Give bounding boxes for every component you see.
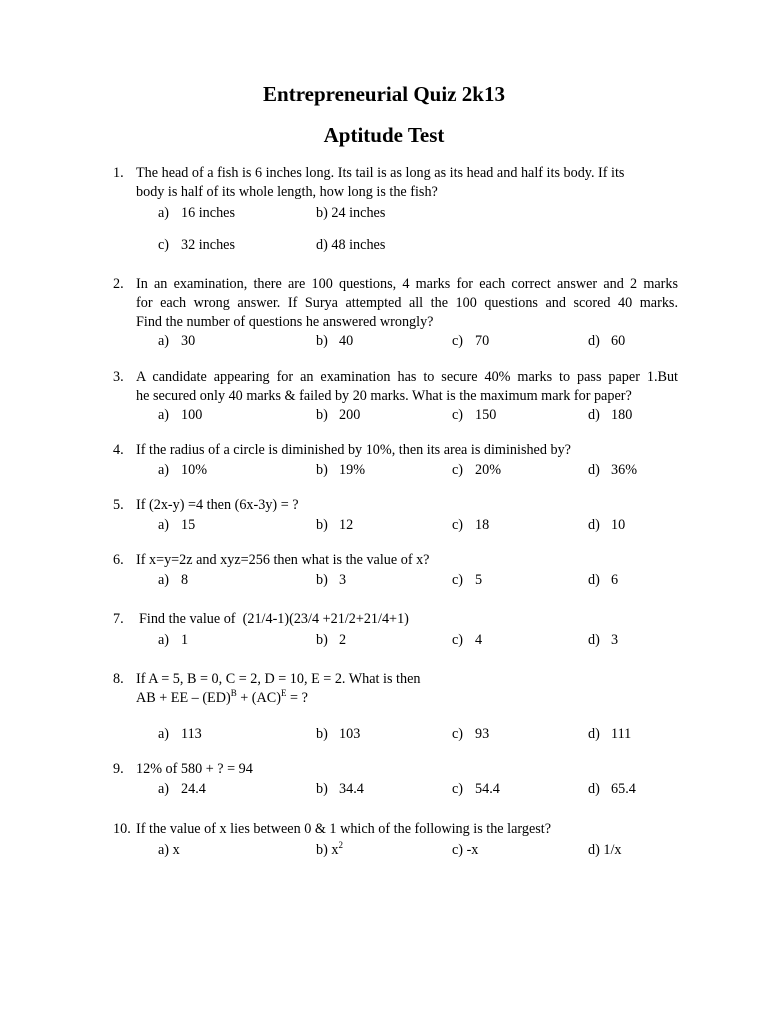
option-c — [452, 841, 478, 860]
question-text — [136, 551, 678, 570]
option-text: 16 inches — [181, 205, 235, 221]
option-d — [588, 571, 618, 590]
option-b — [316, 841, 343, 860]
quiz-title: Entrepreneurial Quiz 2k13 — [263, 82, 505, 106]
option-c — [452, 631, 482, 650]
option-c — [452, 780, 500, 799]
option-text: 93 — [475, 726, 490, 742]
option-c — [452, 406, 496, 425]
option-text: 111 — [611, 726, 632, 742]
option-label: a) — [158, 407, 170, 423]
option-label: a) — [158, 572, 170, 588]
option-text: 30 — [181, 333, 196, 349]
option-label: c) — [452, 632, 464, 648]
option-text: 19% — [339, 462, 366, 478]
option-text: 150 — [475, 407, 497, 423]
option-label: a) — [158, 462, 170, 478]
option-label: b) — [316, 205, 328, 221]
option-text: 24 inches — [331, 205, 386, 221]
option-d — [588, 725, 631, 744]
option-a — [158, 461, 207, 480]
option-text: 113 — [181, 726, 202, 742]
option-c — [158, 236, 235, 255]
option-text: 10% — [181, 462, 208, 478]
question-number: 3. — [113, 369, 124, 385]
question-line: A candidate appearing for an examination has to secure 40% marks to pass paper 1.But — [136, 369, 678, 385]
question-line: for each wrong answer. If Surya attempted all the 100 questions and scored 40 marks. — [136, 295, 678, 311]
question-line: If the value of x lies between 0 & 1 which of the following is the largest? — [136, 821, 552, 837]
option-text: x — [172, 842, 180, 858]
question-number: 1. — [113, 165, 124, 181]
option-label: d) — [588, 842, 600, 858]
option-b — [316, 204, 385, 223]
option-a — [158, 204, 235, 223]
option-d — [588, 332, 625, 351]
option-label: d) — [588, 781, 600, 797]
question-line: The head of a fish is 6 inches long. Its tail is as long as its head and half its body. If its — [136, 165, 625, 181]
question-expression — [136, 689, 678, 708]
option-label: c) — [452, 407, 464, 423]
question-line: In an examination, there are 100 questions, 4 marks for each correct answer and 2 marks — [136, 276, 678, 292]
option-text: 4 — [475, 632, 483, 648]
option-label: a) — [158, 842, 170, 858]
question-line: If A = 5, B = 0, C = 2, D = 10, E = 2. What is then — [136, 671, 421, 687]
option-label: d) — [588, 632, 600, 648]
option-label: b) — [316, 632, 328, 648]
option-text: 12 — [339, 517, 354, 533]
option-label: d) — [588, 572, 600, 588]
option-label: c) — [452, 842, 464, 858]
option-text: 180 — [611, 407, 633, 423]
option-d — [588, 841, 622, 860]
question-number: 4. — [113, 442, 124, 458]
question-number: 7. — [113, 611, 124, 627]
option-label: b) — [316, 572, 328, 588]
option-label: a) — [158, 726, 170, 742]
question-text — [136, 670, 678, 708]
question-line: he secured only 40 marks & failed by 20 marks. What is the maximum mark for paper? — [136, 388, 632, 404]
question-line: If the radius of a circle is diminished by 10%, then its area is diminished by? — [136, 442, 571, 458]
question-text — [136, 441, 678, 460]
question-line: body is half of its whole length, how long is the fish? — [136, 184, 438, 200]
option-text: 36% — [611, 462, 638, 478]
question-number: 6. — [113, 552, 124, 568]
option-d — [588, 780, 636, 799]
option-a — [158, 841, 180, 860]
option-c — [452, 332, 489, 351]
option-label: a) — [158, 781, 170, 797]
option-label: c) — [452, 572, 464, 588]
question-line: Find the number of questions he answered wrongly? — [136, 314, 434, 330]
option-label: d) — [316, 237, 328, 253]
expression-part: AB + EE – (ED) — [136, 690, 231, 706]
option-d — [316, 236, 385, 255]
option-text: 70 — [475, 333, 490, 349]
question-line: 12% of 580 + ? = 94 — [136, 761, 253, 777]
question-text — [136, 760, 678, 779]
option-text: 40 — [339, 333, 354, 349]
option-b — [316, 631, 346, 650]
option-text: 20% — [475, 462, 502, 478]
option-label: a) — [158, 517, 170, 533]
option-b — [316, 780, 364, 799]
option-text: 8 — [181, 572, 189, 588]
option-text: 200 — [339, 407, 361, 423]
option-d — [588, 631, 618, 650]
option-d — [588, 461, 637, 480]
option-b — [316, 725, 360, 744]
option-text: 10 — [611, 517, 626, 533]
option-a — [158, 631, 188, 650]
option-text: 2 — [339, 632, 347, 648]
option-label: a) — [158, 632, 170, 648]
option-b — [316, 406, 360, 425]
option-label: d) — [588, 726, 600, 742]
option-a — [158, 406, 202, 425]
option-text: 103 — [339, 726, 361, 742]
option-text: 100 — [181, 407, 203, 423]
option-label: d) — [588, 517, 600, 533]
question-number: 2. — [113, 276, 124, 292]
question-number: 8. — [113, 671, 124, 687]
question-text — [136, 275, 678, 332]
section-title: Aptitude Test — [323, 123, 445, 147]
option-label: b) — [316, 781, 328, 797]
option-b — [316, 516, 353, 535]
question-number: 5. — [113, 497, 124, 513]
option-label: d) — [588, 333, 600, 349]
option-a — [158, 725, 202, 744]
option-c — [452, 571, 482, 590]
option-label: b) — [316, 842, 328, 858]
option-text: -x — [466, 842, 479, 858]
option-a — [158, 516, 195, 535]
option-label: c) — [452, 781, 464, 797]
option-text: 1/x — [603, 842, 622, 858]
option-d — [588, 516, 625, 535]
option-c — [452, 725, 489, 744]
option-label: c) — [452, 462, 464, 478]
option-text: 54.4 — [475, 781, 500, 797]
option-label: b) — [316, 333, 328, 349]
option-label: d) — [588, 462, 600, 478]
option-label: c) — [158, 237, 170, 253]
option-label: b) — [316, 726, 328, 742]
option-label: b) — [316, 407, 328, 423]
option-text: 34.4 — [339, 781, 364, 797]
question-text — [136, 164, 678, 202]
option-text: 3 — [339, 572, 347, 588]
option-d — [588, 406, 632, 425]
option-label: b) — [316, 462, 328, 478]
option-text: 15 — [181, 517, 196, 533]
option-label: d) — [588, 407, 600, 423]
option-b — [316, 461, 365, 480]
option-text: 24.4 — [181, 781, 206, 797]
option-text: 3 — [611, 632, 619, 648]
option-label: c) — [452, 333, 464, 349]
option-text: 5 — [475, 572, 483, 588]
option-label: b) — [316, 517, 328, 533]
option-label: a) — [158, 205, 170, 221]
option-label: a) — [158, 333, 170, 349]
question-line: If x=y=2z and xyz=256 then what is the value of x? — [136, 552, 430, 568]
question-line: Find the value of (21/4-1)(23/4 +21/2+21/4+1) — [139, 611, 409, 627]
option-text: x — [331, 842, 339, 858]
option-c — [452, 516, 489, 535]
option-text: 32 inches — [181, 237, 235, 253]
question-text — [139, 610, 681, 629]
question-text — [136, 368, 678, 406]
expression-part: + (AC) — [236, 690, 281, 706]
option-text: 18 — [475, 517, 490, 533]
exponent: E — [280, 688, 287, 698]
option-label: c) — [452, 726, 464, 742]
option-b — [316, 332, 353, 351]
question-text — [136, 820, 678, 839]
option-b — [316, 571, 346, 590]
expression-part: = ? — [286, 690, 308, 706]
option-a — [158, 571, 188, 590]
option-text: 48 inches — [331, 237, 386, 253]
exponent: B — [230, 688, 237, 698]
question-number: 9. — [113, 761, 124, 777]
option-c — [452, 461, 501, 480]
option-text: 60 — [611, 333, 626, 349]
option-a — [158, 332, 195, 351]
option-text: 6 — [611, 572, 619, 588]
option-text: 1 — [181, 632, 189, 648]
question-line: If (2x-y) =4 then (6x-3y) = ? — [136, 497, 299, 513]
question-number: 10. — [113, 821, 131, 837]
option-a — [158, 780, 206, 799]
exponent: 2 — [338, 840, 343, 850]
option-text: 65.4 — [611, 781, 636, 797]
option-label: c) — [452, 517, 464, 533]
question-text — [136, 496, 678, 515]
